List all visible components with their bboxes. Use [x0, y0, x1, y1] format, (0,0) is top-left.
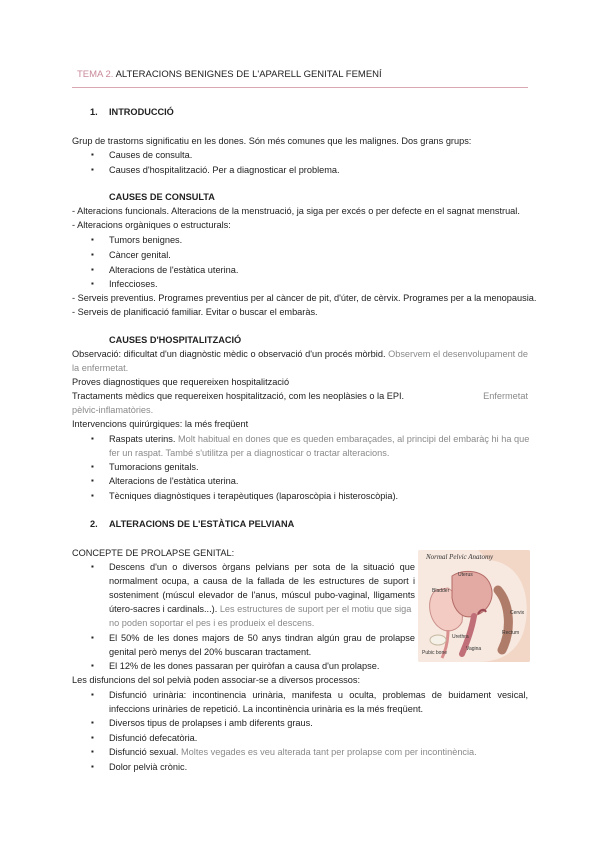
hosp-tractaments: Tractaments mèdics que requereixen hospitalització, com les neoplàsies o la EPI. Enfermetat [72, 391, 528, 401]
list-item-cont: no poden soportar el pes i es produeix el descens. [109, 618, 315, 628]
list-item: Dolor pelvià crònic. [109, 762, 188, 772]
list-item: El 50% de les dones majors de 50 anys tindran algún grau de prolapse [109, 633, 415, 643]
consulta-line: - Alteracions funcionals. Alteracions de la menstruació, ja siga per excés o per defecte en el sagnat menstrual. [72, 206, 520, 216]
hosp-tractaments-cont: pèlvic-inflamatòries. [72, 405, 154, 415]
consulta-line: - Serveis de planificació familiar. Evitar o buscar el embaràs. [72, 307, 318, 317]
section-2-heading: ALTERACIONS DE L'ESTÀTICA PELVIANA [109, 519, 295, 529]
list-item-cont: sosteniment (múscul elevador de l'anus, múscul pubo-vaginal, lligaments [109, 590, 415, 600]
bullet-icon: ▪ [91, 747, 94, 756]
concepte-heading: CONCEPTE DE PROLAPSE GENITAL: [72, 548, 235, 558]
tema-title: ALTERACIONS BENIGNES DE L'APARELL GENITAL FEMENÍ [115, 69, 382, 80]
bullet-icon: ▪ [91, 265, 94, 274]
list-item: Infeccioses. [109, 279, 158, 289]
list-item: Diversos tipus de prolapses i amb diferents graus. [109, 718, 313, 728]
disfuncions-intro: Les disfuncions del sol pelvià poden associar-se a diversos processos: [72, 675, 361, 685]
list-item: Disfunció defecatòria. [109, 733, 198, 743]
figure-label-pubic-bone: Pubic bone [422, 650, 448, 656]
bullet-icon: ▪ [91, 279, 94, 288]
list-item: Causes d'hospitalització. Per a diagnosticar el problema. [109, 165, 340, 175]
figure-title: Normal Pelvic Anatomy [426, 553, 494, 561]
bullet-icon: ▪ [91, 150, 94, 159]
list-item: Disfunció urinària: incontinencia urinària, manifesta u oculta, problemas de buidament vesical, [109, 690, 528, 700]
figure-label-cervix: Cervix [510, 610, 525, 616]
consulta-heading: CAUSES DE CONSULTA [109, 192, 215, 202]
list-item-cont: genital però menys del 20% buscaran tractament. [109, 647, 312, 657]
list-item-cont: útero-sacres i cardinals...). Les estructures de suport per el motiu que siga [109, 604, 412, 614]
list-item: Disfunció sexual. Moltes vegades es veu alterada tant per prolapse com per incontinència. [109, 747, 477, 757]
figure-label-rectum: Rectum [502, 630, 520, 636]
figure-label-urethra: Urethra [452, 634, 469, 640]
bullet-icon: ▪ [91, 661, 94, 670]
bullet-icon: ▪ [91, 235, 94, 244]
section-1-number: 1. [90, 107, 98, 117]
header-rule [72, 87, 528, 88]
intro-text: Grup de trastorns significatiu en les dones. Són més comunes que les malignes. Dos grans grups: [72, 136, 472, 146]
bullet-icon: ▪ [91, 562, 94, 571]
list-item: Descens d'un o diversos òrgans pelvians per sota de la situació que [109, 562, 415, 572]
list-item: Alteracions de l'estàtica uterina. [109, 476, 239, 486]
bullet-icon: ▪ [91, 434, 94, 443]
bullet-icon: ▪ [91, 165, 94, 174]
bullet-icon: ▪ [91, 476, 94, 485]
bullet-icon: ▪ [91, 633, 94, 642]
hosp-intervencions: Intervencions quirúrgiques: la més freqüent [72, 419, 249, 429]
hosp-proves: Proves diagnostiques que requereixen hospitalització [72, 377, 290, 387]
consulta-line: - Serveis preventius. Programes preventius per al càncer de pit, d'úter, de cèrvix. Programes per a la menopausia. [72, 293, 537, 303]
hosp-observacio: Observació: dificultat d'un diagnòstic mèdic o observació d'un procés mòrbid. Observem el desenvolupament de [72, 349, 528, 359]
section-1-heading: INTRODUCCIÓ [109, 107, 174, 117]
figure-label-vagina: Vagina [466, 646, 482, 652]
list-item-cont: normalment ocupa, a causa de la fallada de les estructures de suport i [109, 576, 415, 586]
tema-label: TEMA 2. [77, 69, 114, 80]
consulta-line: - Alteracions orgàniques o estructurals: [72, 220, 231, 230]
list-item: El 12% de les dones passaran per quiròfan a causa d'un prolapse. [109, 661, 380, 671]
page-header [77, 69, 382, 80]
hosp-observacio-cont: la enfermetat. [72, 363, 129, 373]
list-item-cont: infeccions urinàries de repetició. La incontinència urinària es la més freqüent. [109, 704, 424, 714]
bullet-icon: ▪ [91, 762, 94, 771]
list-item: Càncer genital. [109, 250, 171, 260]
section-2-number: 2. [90, 519, 98, 529]
bullet-icon: ▪ [91, 733, 94, 742]
hosp-heading: CAUSES D'HOSPITALITZACIÓ [109, 335, 242, 345]
list-item: Raspats uterins. Molt habitual en dones que es queden embaraçades, al principi del embaràç hi ha que [109, 434, 530, 444]
bullet-icon: ▪ [91, 690, 94, 699]
figure-label-uterus: Uterus [458, 572, 473, 578]
list-item: Tumoracions genitals. [109, 462, 199, 472]
list-item: Alteracions de l'estàtica uterina. [109, 265, 239, 275]
bullet-icon: ▪ [91, 462, 94, 471]
pelvic-anatomy-figure [418, 550, 530, 662]
list-item: Tumors benignes. [109, 235, 183, 245]
bullet-icon: ▪ [91, 491, 94, 500]
figure-label-bladder: Bladder [432, 588, 450, 594]
bullet-icon: ▪ [91, 250, 94, 259]
list-item: Causes de consulta. [109, 150, 193, 160]
bullet-icon: ▪ [91, 718, 94, 727]
list-item-cont: fer un raspat. També s'utilitza per a diagnosticar o tractar alteracions. [109, 448, 390, 458]
list-item: Tècniques diagnòstiques i terapèutiques (laparoscòpia i histeroscòpia). [109, 491, 399, 501]
